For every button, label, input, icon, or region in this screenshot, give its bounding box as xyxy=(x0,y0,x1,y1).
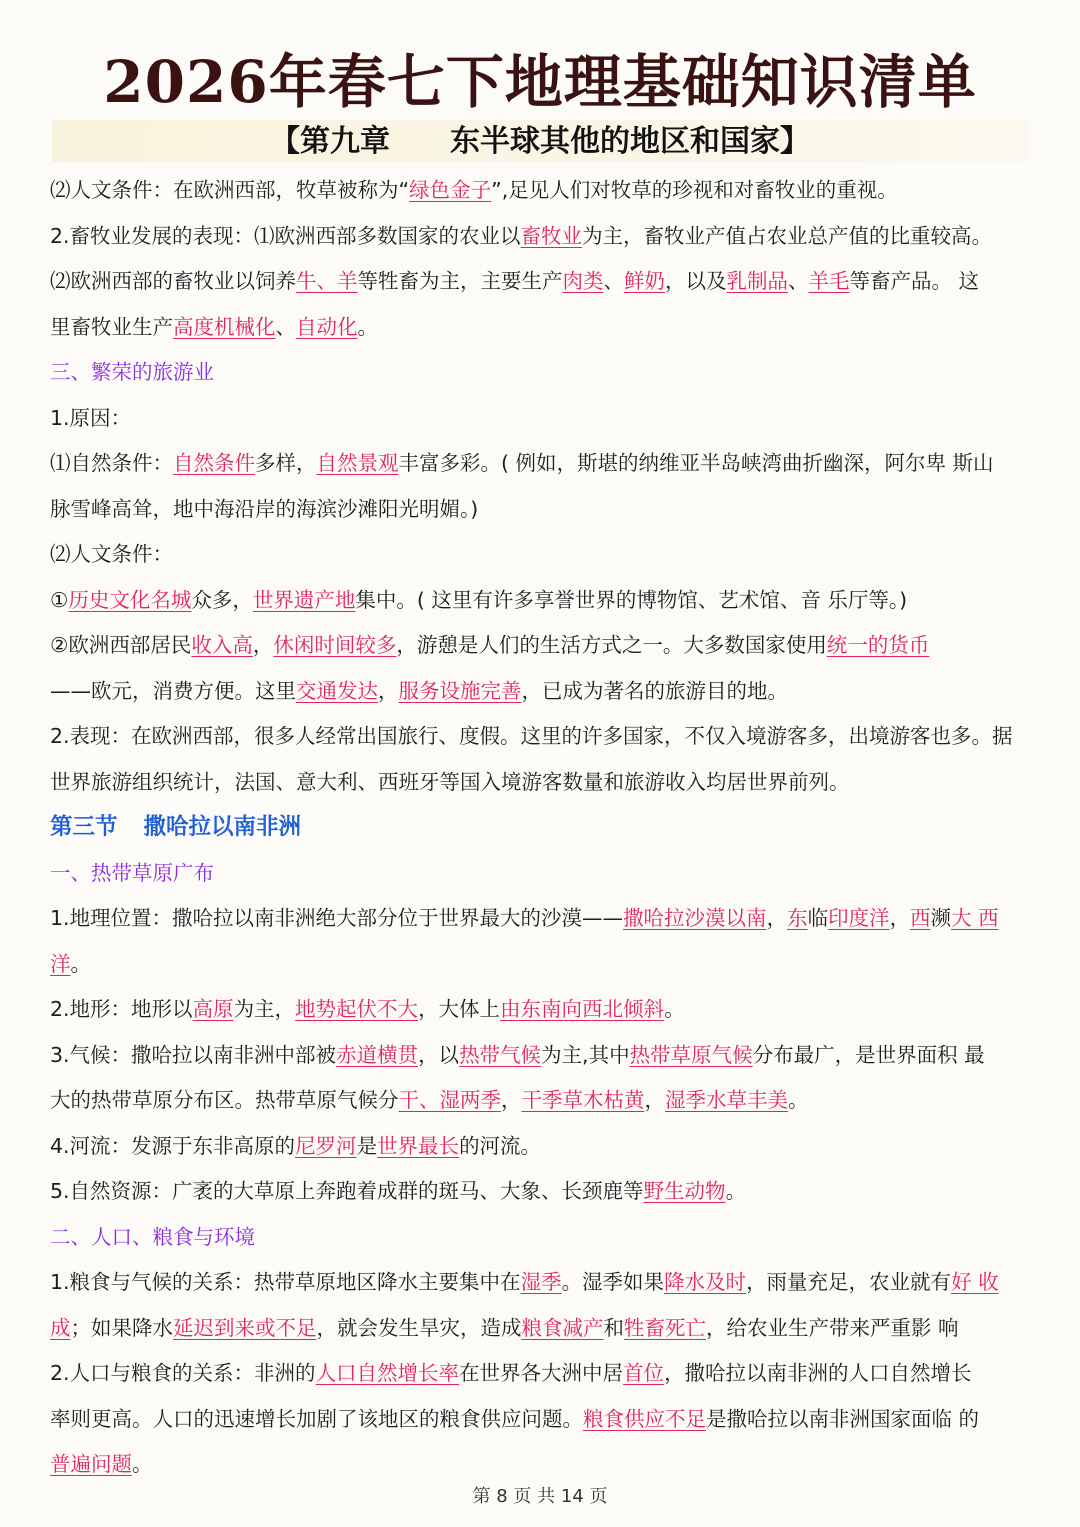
key-term: 粮食减产 xyxy=(521,1315,604,1340)
key-term: 干季草木枯黄 xyxy=(521,1088,645,1112)
key-term: 由东南向西北倾斜 xyxy=(500,997,665,1021)
section-heading xyxy=(50,1215,1040,1261)
text-segment: ⑵人文条件： xyxy=(50,542,173,566)
text-line xyxy=(50,168,1040,214)
text-segment: ⑵欧洲西部的畜牧业以饲养 xyxy=(50,269,296,293)
text-segment: 第三节 xyxy=(50,814,118,840)
text-segment: 丰富多彩。( 例如，斯堪的纳维亚半岛峡湾曲折幽深，阿尔卑 斯山 xyxy=(398,451,994,475)
text-segment: ”,足见人们对牧草的珍视和对畜牧业的重视。 xyxy=(491,178,898,202)
text-line xyxy=(50,942,1040,988)
text-segment: 脉雪峰高耸，地中海沿岸的海滨沙滩阳光明媚。) xyxy=(50,496,479,521)
text-line xyxy=(50,896,1040,942)
text-line xyxy=(50,487,1040,533)
text-segment: ⑴自然条件： xyxy=(50,451,173,475)
text-segment: ②欧洲西部居民 xyxy=(50,633,192,657)
text-segment: ，以 xyxy=(418,1042,460,1067)
key-term: 撒哈拉沙漠以南 xyxy=(623,906,767,930)
text-segment: 、 xyxy=(788,269,809,293)
text-segment: 是撒哈拉以南非洲国家面临 的 xyxy=(706,1406,980,1431)
text-line xyxy=(50,714,1040,760)
key-term: 热带气候 xyxy=(459,1042,542,1067)
key-term: 野生动物 xyxy=(643,1179,726,1203)
text-segment: 、 xyxy=(275,314,296,339)
text-line xyxy=(50,1078,1040,1124)
text-segment: 三、繁荣的旅游业 xyxy=(50,360,214,384)
key-term: 高原 xyxy=(192,997,234,1021)
page-footer: 第 8 页 共 14 页 xyxy=(472,1486,608,1507)
text-line xyxy=(50,1124,1040,1170)
key-term: 乳制品 xyxy=(726,269,788,293)
key-term: 湿季水草丰美 xyxy=(665,1088,788,1112)
text-segment: 等牲畜为主，主要生产 xyxy=(357,269,563,293)
key-term: 畜牧业 xyxy=(520,223,583,248)
text-segment: 。 xyxy=(788,1088,809,1112)
text-segment: ，以及 xyxy=(665,269,727,293)
text-segment: 二、人口、粮食与环境 xyxy=(50,1224,255,1249)
subsection-heading xyxy=(50,805,1040,851)
text-segment: 等畜产品。 这 xyxy=(849,269,980,293)
text-line xyxy=(50,1397,1040,1443)
text-segment: 1.粮食与气候的关系：热带草原地区降水主要集中在 xyxy=(50,1270,521,1294)
key-term: 普遍问题 xyxy=(50,1452,132,1476)
key-term: 交通发达 xyxy=(296,678,378,703)
text-segment: 4.河流：发源于东非高原的 xyxy=(50,1133,296,1158)
text-segment: 2.畜牧业发展的表现：⑴欧洲西部多数国家的农业以 xyxy=(50,223,521,248)
text-line xyxy=(50,1351,1040,1397)
text-segment: ， xyxy=(378,678,399,703)
text-segment: ，雨量充足，农业就有 xyxy=(746,1270,952,1294)
key-term: 大 西 xyxy=(951,906,999,930)
text-segment: 。 xyxy=(664,997,685,1021)
text-segment: 。湿季如果 xyxy=(561,1270,665,1294)
text-line xyxy=(50,532,1040,578)
text-segment: 多样， xyxy=(255,451,317,475)
text-segment: ， xyxy=(889,906,911,930)
text-segment: 临 xyxy=(807,906,829,930)
text-line xyxy=(50,1260,1040,1306)
section-heading xyxy=(50,851,1040,897)
text-segment: 大的热带草原分布区。热带草原气候分 xyxy=(50,1088,399,1112)
text-line xyxy=(50,259,1040,305)
key-term: 历史文化名城 xyxy=(68,587,192,612)
text-segment: 2.表现：在欧洲西部，很多人经常出国旅行、度假。这里的许多国家，不仅入境游客多，出境游客也多。据 xyxy=(50,724,1013,748)
text-segment: ， xyxy=(644,1088,665,1112)
text-line xyxy=(50,1169,1040,1215)
key-term: 东 xyxy=(787,906,808,930)
key-term: 休闲时间较多 xyxy=(273,633,397,657)
text-segment: 2.地形：地形以 xyxy=(50,997,193,1021)
key-term: 热带草原气候 xyxy=(629,1042,753,1067)
text-segment: ，游憩是人们的生活方式之一。大多数国家使用 xyxy=(396,633,827,657)
text-segment: 的河流。 xyxy=(459,1133,542,1158)
key-term: 羊毛 xyxy=(808,269,850,293)
text-segment: 率则更高。人口的迅速增长加剧了该地区的粮食供应问题。 xyxy=(50,1406,583,1431)
text-line xyxy=(50,669,1040,715)
text-segment: 众多， xyxy=(191,587,253,612)
key-term: 赤道横贯 xyxy=(336,1042,419,1067)
text-line xyxy=(50,987,1040,1033)
key-term: 牛、羊 xyxy=(296,269,358,293)
chapter-heading: 【第九章 东半球其他的地区和国家】 xyxy=(270,124,810,159)
key-term: 粮食供应不足 xyxy=(583,1406,706,1431)
key-term: 干、湿两季 xyxy=(398,1088,501,1112)
text-segment: ，撒哈拉以南非洲的人口自然增长 xyxy=(664,1361,972,1385)
text-line xyxy=(50,1442,1040,1488)
text-segment: ① xyxy=(50,587,69,612)
key-term: 首位 xyxy=(623,1361,665,1385)
key-term: 自然条件 xyxy=(173,451,255,475)
key-term: 好 收 xyxy=(951,1270,999,1294)
key-term: 印度洋 xyxy=(828,906,890,930)
key-term: 服务设施完善 xyxy=(398,678,522,703)
text-segment: 世界旅游组织统计，法国、意大利、西班牙等国入境游客数量和旅游收入均居世界前列。 xyxy=(50,769,850,794)
text-segment: 濒 xyxy=(930,906,952,930)
text-segment: 为主，畜牧业产值占农业总产值的比重较高。 xyxy=(582,223,993,248)
text-segment: 是 xyxy=(356,1133,378,1158)
text-line xyxy=(50,214,1040,260)
text-segment: 撒哈拉以南非洲 xyxy=(143,814,302,840)
key-term: 湿季 xyxy=(520,1270,562,1294)
key-term: 牲畜死亡 xyxy=(624,1315,706,1340)
text-segment: 为主,其中 xyxy=(541,1042,630,1067)
key-term: 洋 xyxy=(50,951,71,976)
content-body xyxy=(50,168,1040,1488)
text-segment: 。 xyxy=(70,951,91,976)
page-title: 2026年春七下地理基础知识清单 xyxy=(103,48,977,116)
key-term: 地势起伏不大 xyxy=(295,997,419,1021)
text-segment: 。 xyxy=(357,314,378,339)
text-line xyxy=(50,1306,1040,1352)
key-term: 收入高 xyxy=(191,633,253,657)
text-segment: 、 xyxy=(603,269,624,293)
text-segment: 1.原因： xyxy=(50,405,132,430)
key-term: 降水及时 xyxy=(664,1270,747,1294)
key-term: 鲜奶 xyxy=(624,269,665,293)
text-segment: 分布最广，是世界面积 最 xyxy=(752,1042,985,1067)
text-segment: ，给农业生产带来严重影 响 xyxy=(706,1315,959,1340)
key-term: 尼罗河 xyxy=(295,1133,357,1158)
text-segment: ⑵人文条件：在欧洲西部，牧草被称为“ xyxy=(50,178,410,202)
text-segment: ， xyxy=(766,906,788,930)
text-segment: 1.地理位置：撒哈拉以南非洲绝大部分位于世界最大的沙漠—— xyxy=(50,906,624,930)
text-segment: 里畜牧业生产 xyxy=(50,314,173,339)
key-term: 成 xyxy=(50,1315,71,1340)
key-term: 肉类 xyxy=(562,269,604,293)
text-segment: ，已成为著名的旅游目的地。 xyxy=(521,678,788,703)
text-segment: 5.自然资源：广袤的大草原上奔跑着成群的斑马、大象、长颈鹿等 xyxy=(50,1179,644,1203)
text-segment: 为主， xyxy=(233,997,296,1021)
key-term: 西 xyxy=(910,906,931,930)
text-line xyxy=(50,396,1040,442)
text-segment: ；如果降水 xyxy=(70,1315,173,1340)
text-segment: 在世界各大洲中居 xyxy=(459,1361,624,1385)
text-line xyxy=(50,1033,1040,1079)
text-segment: 一、热带草原广布 xyxy=(50,860,214,885)
key-term: 自动化 xyxy=(296,314,358,339)
text-line xyxy=(50,623,1040,669)
text-segment: ， xyxy=(501,1088,522,1112)
text-line xyxy=(50,578,1040,624)
text-segment: 3.气候：撒哈拉以南非洲中部被 xyxy=(50,1042,337,1067)
key-term: 高度机械化 xyxy=(173,314,276,339)
text-segment: ——欧元，消费方便。这里 xyxy=(50,678,296,703)
key-term: 自然景观 xyxy=(316,451,399,475)
key-term: 世界遗产地 xyxy=(252,587,356,612)
key-term: 绿色金子 xyxy=(409,178,492,202)
text-segment: 。 xyxy=(132,1452,153,1476)
text-segment: 和 xyxy=(603,1315,624,1340)
key-term: 人口自然增长率 xyxy=(315,1361,460,1385)
key-term: 统一的货币 xyxy=(826,633,930,657)
key-term: 延迟到来或不足 xyxy=(173,1315,317,1340)
key-term: 世界最长 xyxy=(377,1133,460,1158)
text-line xyxy=(50,305,1040,351)
section-heading xyxy=(50,350,1040,396)
text-segment: ，大体上 xyxy=(418,997,501,1021)
text-segment: 。 xyxy=(725,1179,747,1203)
text-line xyxy=(50,441,1040,487)
text-segment: 2.人口与粮食的关系：非洲的 xyxy=(50,1361,316,1385)
text-line xyxy=(50,760,1040,806)
text-segment: ，就会发生旱灾，造成 xyxy=(316,1315,522,1340)
text-segment: 集中。( 这里有许多享誉世界的博物馆、艺术馆、音 乐厅等。) xyxy=(355,587,908,612)
text-segment: ， xyxy=(252,633,274,657)
